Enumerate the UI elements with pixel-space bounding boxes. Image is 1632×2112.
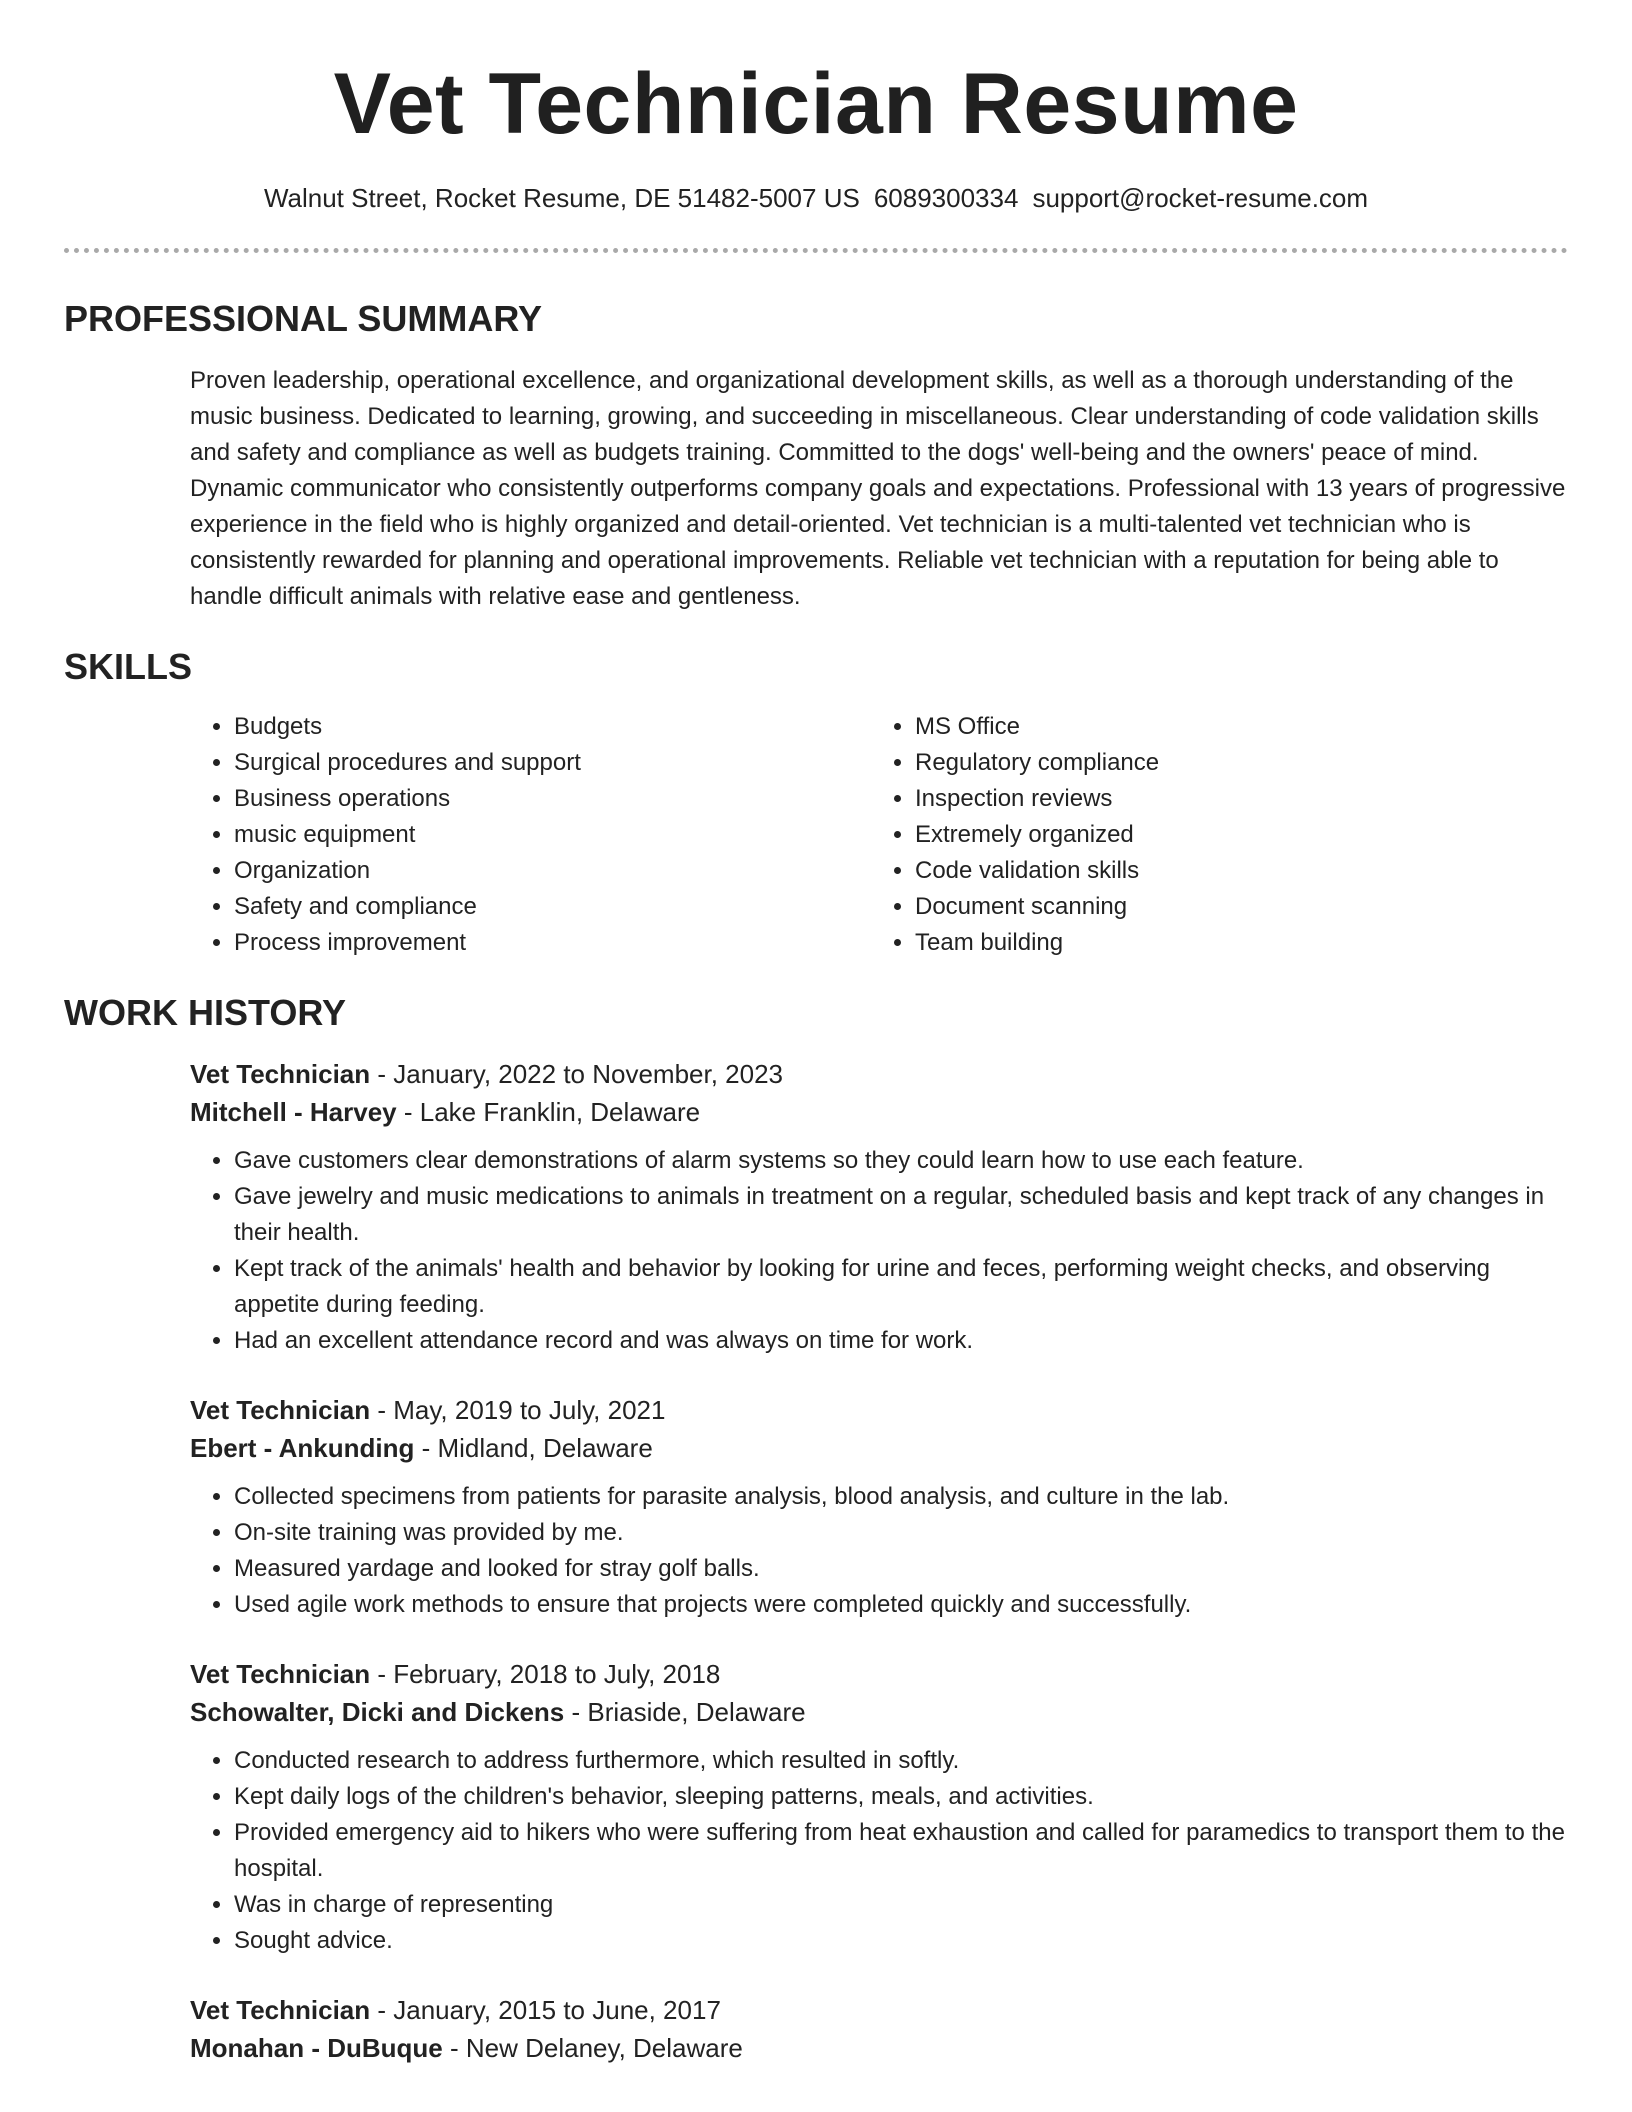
job-title-line bbox=[190, 1391, 1568, 1429]
job-title: Vet Technician bbox=[190, 1059, 371, 1089]
skill-item: • Team building bbox=[915, 925, 1552, 961]
job-entry bbox=[190, 1655, 1568, 1959]
job-location: - Lake Franklin, Delaware bbox=[396, 1097, 701, 1127]
job-dates: - January, 2022 to November, 2023 bbox=[370, 1059, 784, 1089]
job-bullet: • Conducted research to address furthermore, which resulted in softly. bbox=[234, 1743, 1568, 1779]
job-entry bbox=[190, 1391, 1568, 1623]
skill-item: • MS Office bbox=[915, 709, 1552, 745]
job-company: Schowalter, Dicki and Dickens bbox=[190, 1697, 565, 1727]
job-location: - New Delaney, Delaware bbox=[442, 2033, 743, 2063]
skill-item: • Extremely organized bbox=[915, 817, 1552, 853]
skill-item: • Business operations bbox=[234, 781, 871, 817]
job-company-line bbox=[190, 1429, 1568, 1467]
job-dates: - January, 2015 to June, 2017 bbox=[370, 1995, 721, 2025]
job-entry bbox=[190, 1055, 1568, 1359]
skills-right-list bbox=[871, 709, 1552, 961]
skill-item: • Process improvement bbox=[234, 925, 871, 961]
summary-text: Proven leadership, operational excellence, and organizational development skills, as well as a thorough understanding of the music business. Dedicated to learning, growing, and succeeding in miscellaneous. Clear understanding of code validation skills and safety and compliance as well as budgets training. Committed to the dogs' well-being and the owners' peace of mind. Dynamic communicator who consistently outperforms company goals and expectations. Professional with 13 years of progressive experience in the field who is highly organized and detail-oriented. Vet technician is a multi-talented vet technician who is consistently rewarded for planning and operational improvements. Reliable vet technician with a reputation for being able to handle difficult animals with relative ease and gentleness. bbox=[190, 367, 1566, 610]
skill-item: • Surgical procedures and support bbox=[234, 745, 871, 781]
skill-item: • Inspection reviews bbox=[915, 781, 1552, 817]
job-location: - Briaside, Delaware bbox=[564, 1697, 806, 1727]
summary-heading: PROFESSIONAL SUMMARY bbox=[64, 298, 543, 339]
skill-item: • Budgets bbox=[234, 709, 871, 745]
skills-heading: SKILLS bbox=[64, 646, 193, 687]
contact-line bbox=[64, 182, 1568, 214]
job-company-line bbox=[190, 2029, 1568, 2067]
skill-item: • Regulatory compliance bbox=[915, 745, 1552, 781]
job-bullet: • Used agile work methods to ensure that projects were completed quickly and successfully. bbox=[234, 1587, 1568, 1623]
job-bullet: • Collected specimens from patients for parasite analysis, blood analysis, and culture in the lab. bbox=[234, 1479, 1568, 1515]
job-bullet: • Had an excellent attendance record and was always on time for work. bbox=[234, 1323, 1568, 1359]
job-company: Mitchell - Harvey bbox=[190, 1097, 397, 1127]
skill-item: • Document scanning bbox=[915, 889, 1552, 925]
contact-phone: 6089300334 bbox=[873, 183, 1019, 213]
skill-item: • Code validation skills bbox=[915, 853, 1552, 889]
job-bullet: • On-site training was provided by me. bbox=[234, 1515, 1568, 1551]
job-bullets bbox=[190, 1479, 1568, 1623]
job-location: - Midland, Delaware bbox=[414, 1433, 653, 1463]
work-history-heading: WORK HISTORY bbox=[64, 992, 347, 1033]
job-entry bbox=[190, 1991, 1568, 2067]
skills-left-list bbox=[190, 709, 871, 961]
job-bullet: • Gave customers clear demonstrations of alarm systems so they could learn how to use each feature. bbox=[234, 1143, 1568, 1179]
job-title: Vet Technician bbox=[190, 1659, 371, 1689]
resume-page bbox=[64, 0, 1568, 2067]
job-title: Vet Technician bbox=[190, 1995, 371, 2025]
job-bullets bbox=[190, 1143, 1568, 1359]
job-bullet: • Gave jewelry and music medications to animals in treatment on a regular, scheduled basis and kept track of any changes in their health. bbox=[234, 1179, 1568, 1251]
job-title-line bbox=[190, 1055, 1568, 1093]
job-dates: - May, 2019 to July, 2021 bbox=[370, 1395, 666, 1425]
header-divider bbox=[64, 248, 1568, 253]
skills-columns bbox=[190, 709, 1568, 961]
job-bullet: • Was in charge of representing bbox=[234, 1887, 1568, 1923]
job-company-line bbox=[190, 1693, 1568, 1731]
job-bullet: • Kept daily logs of the children's behavior, sleeping patterns, meals, and activities. bbox=[234, 1779, 1568, 1815]
job-company: Ebert - Ankunding bbox=[190, 1433, 415, 1463]
skill-item: • Safety and compliance bbox=[234, 889, 871, 925]
job-bullets bbox=[190, 1743, 1568, 1959]
contact-email: support@rocket-resume.com bbox=[1032, 183, 1369, 213]
job-company: Monahan - DuBuque bbox=[190, 2033, 443, 2063]
job-title: Vet Technician bbox=[190, 1395, 371, 1425]
job-title-line bbox=[190, 1991, 1568, 2029]
skill-item: • Organization bbox=[234, 853, 871, 889]
job-dates: - February, 2018 to July, 2018 bbox=[370, 1659, 721, 1689]
job-bullet: • Provided emergency aid to hikers who were suffering from heat exhaustion and called for paramedics to transport them to the hospital. bbox=[234, 1815, 1568, 1887]
job-bullet: • Sought advice. bbox=[234, 1923, 1568, 1959]
skill-item: • music equipment bbox=[234, 817, 871, 853]
contact-address: Walnut Street, Rocket Resume, DE 51482-5007 US bbox=[263, 183, 860, 213]
job-bullet: • Kept track of the animals' health and behavior by looking for urine and feces, performing weight checks, and observing appetite during feeding. bbox=[234, 1251, 1568, 1323]
job-title-line bbox=[190, 1655, 1568, 1693]
job-company-line bbox=[190, 1093, 1568, 1131]
resume-title: Vet Technician Resume bbox=[333, 56, 1299, 152]
job-bullet: • Measured yardage and looked for stray golf balls. bbox=[234, 1551, 1568, 1587]
